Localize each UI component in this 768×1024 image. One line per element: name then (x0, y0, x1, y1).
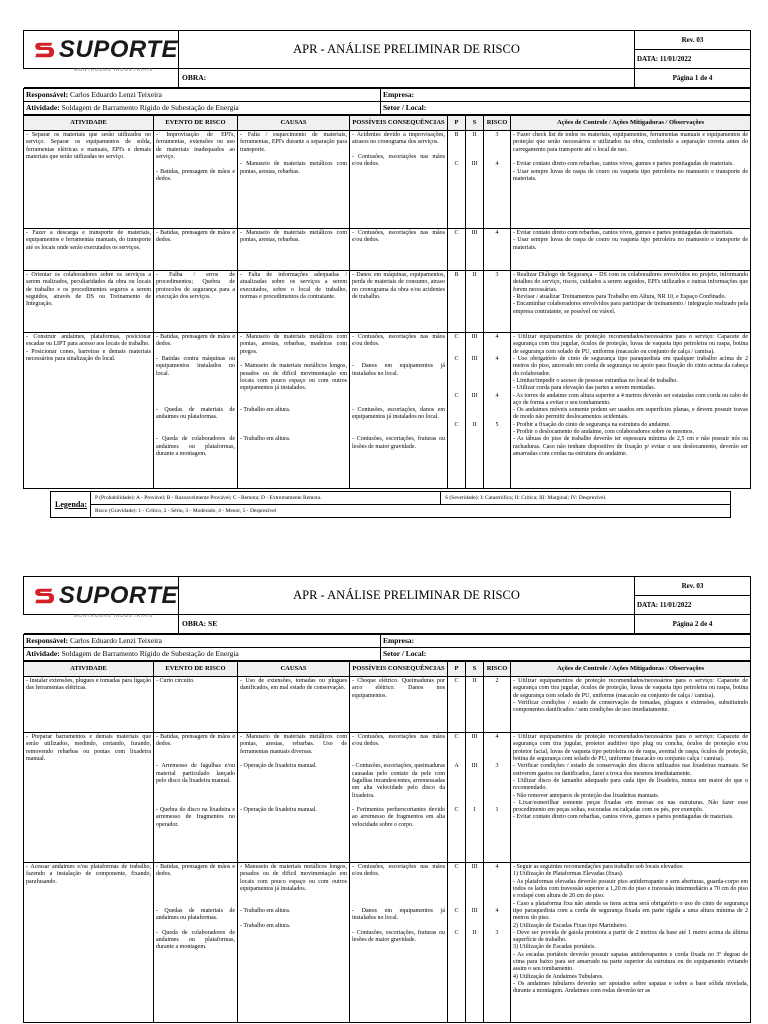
cell-acoes: - Realizar Diálogo de Segurança – DS com os colaboradores envolvidos no projeto, informando detalhes do serviço, riscos, cuidados a serem seguidos, EPI's utilizados e outras informações que forem necessárias. - Revisar / atualizar Treinamentos para Trabalho em Altura, NR 10, e Espaço Confinado. - Encaminhar colaboradores envolvidos para participar de treinamento / integração realizado pela empresa contratante, se possível ou viável. (511, 271, 751, 333)
table-row (24, 131, 751, 229)
cell-s: III III I (466, 733, 484, 863)
cell-s: III III III II (466, 333, 484, 489)
col-evento: EVENTO DE RISCO (154, 662, 238, 677)
cell-causas: - Manuseio de materiais metálicos longos, pesados ou de difícil movimentação em locais com pouco espaço ou com outros equipamentos já instalados. - Trabalho em altura. - Trabalho em altura. (238, 863, 350, 1023)
cell-causas: - Manuseio de materiais metálicos com pontas, arestas, rebarbas. Uso de ferramentas manuais diversas. - Operação de lixadeira manual. - Operação de lixadeira manual. (238, 733, 350, 863)
brand-tagline: MONTAGENS INDUSTRIAIS (74, 613, 154, 618)
col-p: P (448, 662, 466, 677)
cell-consequencias: - Acidentes devido a improvisações, atrasos no cronograma dos serviços. - Contusões, escoriações nas mãos e/ou dedos. (350, 131, 448, 229)
cell-p: B (448, 271, 466, 333)
legend (50, 491, 730, 518)
col-causas: CAUSAS (238, 116, 350, 131)
cell-consequencias: - Contusões, escoriações nas mãos e/ou dedos. - Danos em equipamentos já instalados no local. - Contusões, escoriações, fraturas ou lesões de maior gravidade. (350, 863, 448, 1023)
col-acoes: Ações de Controle / Ações Mitigadoras / Observações (511, 662, 751, 677)
page-header (23, 576, 751, 634)
empresa-field: Empresa: (381, 635, 751, 648)
cell-consequencias: - Contusões, escoriações nas mãos e/ou dedos. (350, 229, 448, 271)
legend-severidade: S (Severidade): I: Catastrófica; II: Crítica; III: Marginal; IV: Desprezível. (441, 492, 731, 505)
company-logo (24, 31, 179, 72)
cell-atividade: - Separar os materiais que serão utilizados no serviço. Separar os equipamentos de solda, ferramentas elétricas e manuais, EPI's e demais materiais que serão utilizadas no serviço. (24, 131, 154, 229)
page-number: Página 2 de 4 (635, 615, 751, 634)
legend-probabilidade: P (Probabilidade): A - Provável; B - Razoavelmente Provável; C - Remota; D - Extremamente Remota. (91, 492, 441, 505)
cell-acoes: - Utilizar equipamentos de proteção recomendados/necessários para o serviço: Capacete de segurança com tira jugular, óculos de proteção, luvas de vaqueta tipo petroleira ou raspa, botina de segurança com solado de PU, uniforme (macacão ou conjunto de calça / camisa). - Verificar condições / estado de conservação de tomadas, plugues e extensões, substituindo componentes danificados / sem condições de uso imediatamente. (511, 677, 751, 733)
risk-table (23, 661, 751, 1023)
table-row (24, 229, 751, 271)
cell-causas: - Falta / esquecimento de materiais, ferramentas, EPI's durante a separação para transporte. - Manuseio de materiais metálicos com pontas, arestas, rebarbas. (238, 131, 350, 229)
document-page-1 (23, 30, 750, 489)
empresa-field: Empresa: (381, 89, 751, 102)
brand-name: SUPORTE (58, 35, 178, 63)
table-row (24, 271, 751, 333)
cell-atividade: - Fazer a descarga e transporte de materiais, equipamentos e ferramentas manuais, do transporte até os locais onde serão executados os serviços. (24, 229, 154, 271)
document-date: DATA: 11/01/2022 (635, 596, 751, 615)
cell-atividade: - Acessar andaimes e/ou plataformas de trabalho, fazendo a instalação de componente, fixando, parafusando. (24, 863, 154, 1023)
document-page-2 (23, 576, 750, 1023)
document-title: APR - ANÁLISE PRELIMINAR DE RISCO (179, 577, 635, 615)
setor-field: Setor / Local: (381, 102, 751, 115)
col-s: S (466, 116, 484, 131)
cell-acoes: - Seguir as seguintes recomendações para trabalho sob locais elevados: 1) Utilização de Plataformas Elevadas (fixas). - As plataformas elevadas deverão possuir piso antiderrapante e sem aberturas, guarda-corpo em todos os lados com travessão superior a 1,20 m do piso e travessão intermediário a 70 cm do piso e rodapé com altura de 20 cm do piso. - Caso a plataforma fixa não atenda os itens acima será obrigatório o uso do cinto de segurança tipo paraquedista com a corda de segurança fixada em parte rígida a uma altura mínima de 2 metros do piso. 2) Utilização de Escadas Fixas tipo Marinheiro. - Deve ser provida de gaiola protetora a partir de 2 metros da base até 1 metro acima da última superfície de trabalho. 3) Utilização de Escadas portáteis. - As escadas portáteis deverão possuir sapatas antiderrapantes e corda fixada no 3º degrau de cima para baixo para ser amarrado na parte superior da estrutura ou do equipamento evitando assim o seu tombamento. 4) Utilização de Andaimes Tubulares. - Os andaimes tubulares deverão ser apoiados sobre sapatas e sobre a base sólida nivelada, durante a montagem. Andaimes com rodas deverão ter as (511, 863, 751, 1023)
brand-name: SUPORTE (58, 581, 178, 609)
cell-acoes: - Utilizar equipamentos de proteção recomendados/necessários para o serviço: Capacete de segurança com tira jugular, protetor auditivo tipo plug ou concha, óculos de proteção e/ou protetor facial, luvas de vaqueta tipo petroleira ou de raspa, avental de raspa, óculos de proteção, botina de segurança com solado de PU, uniforme (macacão ou conjunto calça / camisa). - Verificar condições / estado de conservação dos discos utilizados nas lixadeiras manuais. Se estiverem gastos ou danificados, fazer a troca dos mesmos imediatamente. - Utilizar disco de tamanho adequado para cada tipo de lixadeira, nunca um maior do que o recomendado. - Não remover anteparos de proteção das lixadeiras manuais. - Lixar/esmerilhar somente peças fixadas em morsas ou nas estruturas. Não fazer esse procedimento em peças soltas, escoradas ou calçadas com os pés, por exemplo. - Evitar contato direto com rebarbas, cantos vivos, gumes e partes pontiagudas de materiais. (511, 733, 751, 863)
cell-s: II III (466, 131, 484, 229)
cell-consequencias: - Choque elétrico. Queimaduras por arco elétrico. Danos nos equipamentos. (350, 677, 448, 733)
setor-field: Setor / Local: (381, 648, 751, 661)
cell-s: II (466, 677, 484, 733)
cell-evento: - Falha / erros de procedimentos; Quebra de protocolos de segurança para a execução dos serviços. (154, 271, 238, 333)
cell-p: B C (448, 131, 466, 229)
cell-risco: 4 (484, 229, 511, 271)
cell-s: III (466, 229, 484, 271)
table-header-row (24, 116, 751, 131)
table-header-row (24, 662, 751, 677)
cell-risco: 2 (484, 677, 511, 733)
table-row (24, 333, 751, 489)
cell-p: C C C C (448, 333, 466, 489)
col-consequencias: POSSÍVEIS CONSEQUÊNCIAS (350, 662, 448, 677)
cell-risco: 3 4 (484, 131, 511, 229)
suporte-logo-icon (34, 582, 56, 610)
risk-table (23, 115, 751, 489)
cell-consequencias: - Contusões, escoriações nas mãos e/ou dedos. - Danos em equipamentos já instalados no local. - Contusões, escoriações, danos em equipamentos já instalados no local. - Contusões, escoriações, fraturas ou lesões de maior gravidade. (350, 333, 448, 489)
suporte-logo-icon (34, 36, 56, 64)
atividade-field: Atividade: Soldagem de Barramento Rígido de Subestação de Energia (24, 102, 381, 115)
legend-risco: Risco (Gravidade): 1 - Crítico, 2 - Sério, 3 - Moderado, 4 - Menor, 5 - Desprezível (91, 505, 731, 518)
table-row (24, 733, 751, 863)
cell-p: C A C (448, 733, 466, 863)
table-row (24, 863, 751, 1023)
col-atividade: ATIVIDADE (24, 116, 154, 131)
cell-causas: - Falta de informações adequadas / atualizadas sobre os serviços a serem executados, sobre o local de trabalho, normas e procedimentos da contratante. (238, 271, 350, 333)
cell-evento: - Improvisação de EPI's, ferramentas, extensões ou uso de materiais inadequados ao serviço. - Batidas, prensagem de mãos e dedos. (154, 131, 238, 229)
responsavel-field: Responsável: Carlos Eduardo Lenzi Teixeira (24, 89, 381, 102)
obra-field: OBRA: (179, 69, 635, 88)
cell-p: C (448, 677, 466, 733)
document-date: DATA: 11/01/2022 (635, 50, 751, 69)
info-section (23, 88, 751, 115)
cell-acoes: - Evitar contato direto com rebarbas, cantos vivos, gumes e partes pontiagudas de materiais. - Usar sempre luvas de raspa de couro ou vaqueta tipo petroleira no manuseio e transporte de materiais. (511, 229, 751, 271)
page-header (23, 30, 751, 88)
cell-consequencias: - Contusões, escoriações nas mãos e/ou dedos. - Contusões, escoriações, queimaduras causadas pelo contato da pele com fagulhas incandescentes, arremessadas em alta velocidade pelo disco da lixadeira. - Ferimentos perfurocortantes devido ao arremesso de fragmentos em alta velocidade sobre o corpo. (350, 733, 448, 863)
page-number: Página 1 de 4 (635, 69, 751, 88)
cell-s: II (466, 271, 484, 333)
info-section (23, 634, 751, 661)
revision: Rev. 03 (635, 31, 751, 50)
cell-causas: - Manuseio de materiais metálicos com pontas, arestas, rebarbas. (238, 229, 350, 271)
cell-evento: - Batidas, prensagem de mãos e dedos. (154, 229, 238, 271)
cell-evento: - Curto circuito. (154, 677, 238, 733)
col-causas: CAUSAS (238, 662, 350, 677)
col-risco: RISCO (484, 116, 511, 131)
col-s: S (466, 662, 484, 677)
col-atividade: ATIVIDADE (24, 662, 154, 677)
cell-atividade: - Preparar barramentos e demais materiais que serão utilizados, medindo, cortando, furando, removendo rebarbas ou pontas com lixadeira manual. (24, 733, 154, 863)
col-consequencias: POSSÍVEIS CONSEQUÊNCIAS (350, 116, 448, 131)
cell-causas: - Uso de extensões, tomadas ou plugues danificados, em mal estado de conservação. (238, 677, 350, 733)
brand-tagline: MONTAGENS INDUSTRIAIS (74, 67, 154, 72)
col-evento: EVENTO DE RISCO (154, 116, 238, 131)
cell-evento: - Batidas, prensagem de mãos e dedos. - Batidas contra máquinas ou equipamentos instalados no local. - Quedas de materiais de andaimes ou plataformas. - Queda de colaboradores de andaimes ou plataformas, durante a montagem. (154, 333, 238, 489)
company-logo (24, 577, 179, 618)
responsavel-field: Responsável: Carlos Eduardo Lenzi Teixeira (24, 635, 381, 648)
cell-risco: 4 4 4 5 (484, 333, 511, 489)
cell-acoes: - Utilizar equipamentos de proteção recomendados/necessários para o serviço: Capacete de segurança com tira jugular, óculos de proteção, luvas de vaqueta tipo petroleira ou raspa, botina de segurança com solado de PU, uniforme (macacão ou conjunto de calça / camisa). - Uso obrigatório de cinto de segurança tipo paraquedista em qualquer trabalho acima de 2 metros do piso, ancorado em corda de segurança ou apoio para fixação do cinto acima da cabeça do colaborador. - Limitar/impedir o acesso de pessoas estranhas no local de trabalho. - Utilizar corda para elevação das partes a serem montadas. - As torres de andaime com altura superior a 4 metros deverão ser estaiadas com corda ou cabo de aço de forma a evitar o seu tombamento. - Os andaimes móveis somente podem ser usados em superfícies planas, e devem possuir travas de modo não permitir deslocamentos acidentais. - Proibir a fixação do cinto de segurança na estrutura do andaime. - Proibir o deslocamento do andaime, com colaboradores sobre os mesmos. - As tábuas do piso de trabalho deverão ter espessura mínima de 2,5 cm e não possuir nós ou rachaduras. Caso não tenham dispositivo de fixação p/ evitar o seu deslocamento, deverão ser amarradas com cordas na estrutura do andaime. (511, 333, 751, 489)
cell-p: C C C (448, 863, 466, 1023)
cell-evento: - Batidas, prensagem de mãos e dedos. - Quedas de materiais de andaimes ou plataformas. - Queda de colaboradores de andaimes ou plataformas, durante a montagem. (154, 863, 238, 1023)
col-p: P (448, 116, 466, 131)
atividade-field: Atividade: Soldagem de Barramento Rígido de Subestação de Energia (24, 648, 381, 661)
cell-p: C (448, 229, 466, 271)
cell-evento: - Batidas, prensagem de mãos e dedos. - Arremesso de fagulhas e/ou material particulado lançado pelo disco da lixadeira manual. - Quebra do disco na lixadeira e arremesso de fragmentos no operador. (154, 733, 238, 863)
col-risco: RISCO (484, 662, 511, 677)
cell-atividade: - Construir andaimes, plataformas, posicionar escadas ou LIPT para acesso aos locais de trabalho. - Posicionar cones, barreiras e demais materiais necessários para sinalização do local. (24, 333, 154, 489)
cell-consequencias: - Danos em máquinas, equipamentos, perda de materiais de consumo, atraso no cronograma da obra e/ou acidentes de trabalho. (350, 271, 448, 333)
cell-risco: 3 (484, 271, 511, 333)
cell-risco: 4 3 1 (484, 733, 511, 863)
cell-causas: - Manuseio de materiais metálicos com pontas, arestas, rebarbas, madeiras com pregos. - Manuseio de materiais metálicos longos, pesados ou de difícil movimentação em locais com pouco espaço ou com outros equipamentos já instalados. - Trabalho em altura. - Trabalho em altura. (238, 333, 350, 489)
document-title: APR - ANÁLISE PRELIMINAR DE RISCO (179, 31, 635, 69)
obra-field: OBRA: SE (179, 615, 635, 634)
cell-risco: 4 4 3 (484, 863, 511, 1023)
cell-acoes: - Fazer check list de todos os materiais, equipamentos, ferramentas manuais e equipamentos de proteção que serão necessários e utilizados na obra, conferindo a separação correta antes do carregamento para transporte até o local de uso. - Evitar contato direto com rebarbas, cantos vivos, gumes e partes pontiagudas de materiais. - Usar sempre luvas de raspa de couro ou vaqueta tipo petroleira no manuseio e transporte de materiais. (511, 131, 751, 229)
cell-atividade: - Orientar os colaboradores sobre os serviços a serem realizados, peculiaridades da obra ou locais de trabalho e os procedimentos seguros a serem seguidos, através de DS ou Treinamento de Integração. (24, 271, 154, 333)
col-acoes: Ações de Controle / Ações Mitigadoras / Observações (511, 116, 751, 131)
table-row (24, 677, 751, 733)
legend-label: Legenda: (51, 492, 91, 518)
cell-s: III III II (466, 863, 484, 1023)
cell-atividade: - Instalar extensões, plugues e tomadas para ligação das ferramentas elétricas. (24, 677, 154, 733)
revision: Rev. 03 (635, 577, 751, 596)
